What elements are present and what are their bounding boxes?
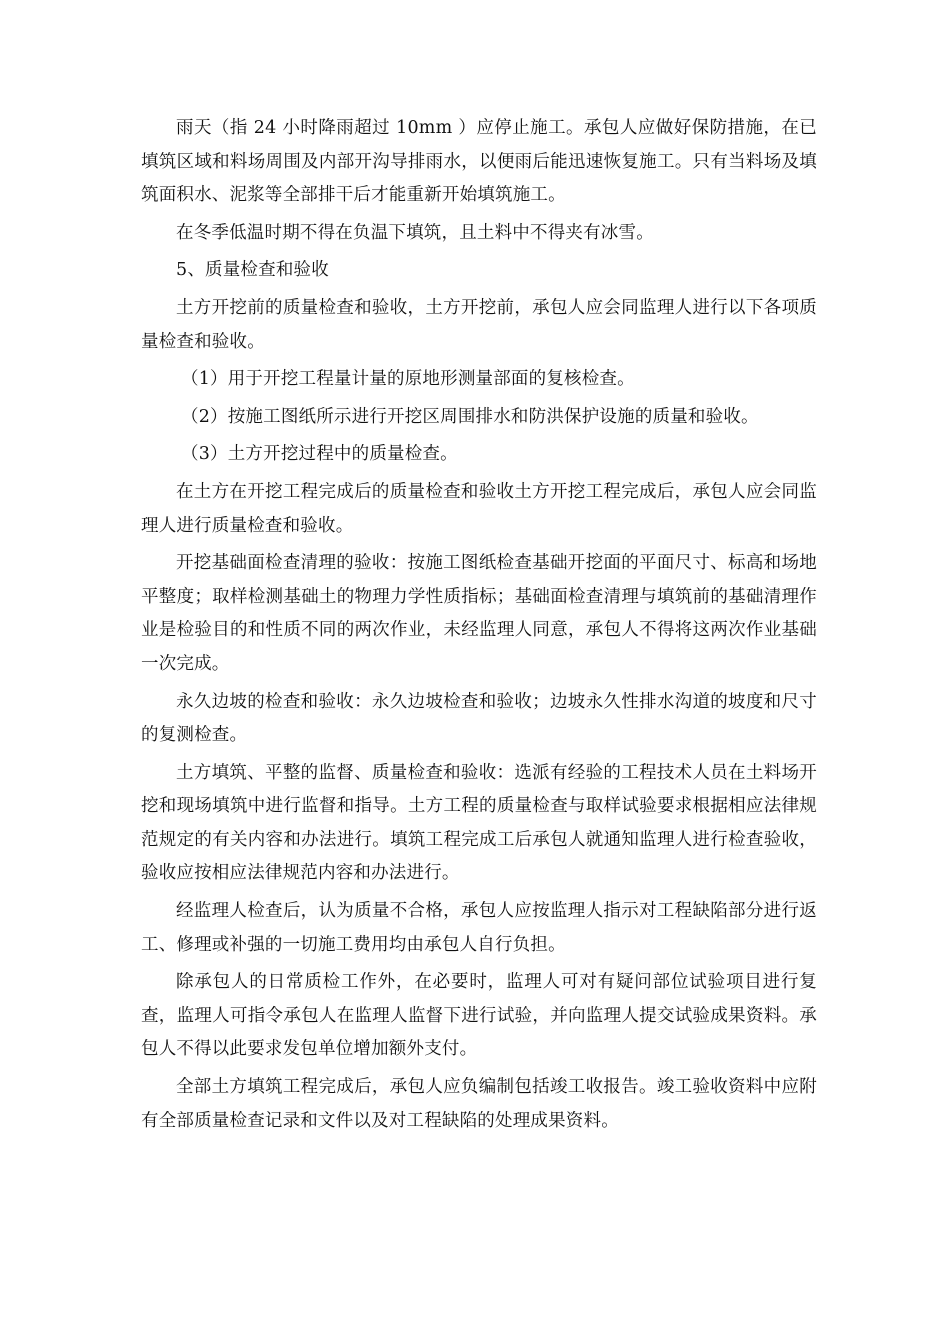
list-item-3: （3）土方开挖过程中的质量检查。 [181, 444, 458, 465]
paragraph-foundation-acceptance: 开挖基础面检查清理的验收：按施工图纸检查基础开挖面的平面尺寸、标高和场地平整度；取样检测基础土的物理力学性质指标；基础面检查清理与填筑前的基础清理作业是检验目的和性质不同的两次作业，未经监理人同意，承包人不得将这两次作业基础一次完成。 [141, 553, 817, 674]
section-heading-quality-inspection: 5、质量检查和验收 [176, 260, 329, 281]
document-body [141, 112, 817, 1142]
list-item-2: （2）按施工图纸所示进行开挖区周围排水和防洪保护设施的质量和验收。 [181, 406, 759, 427]
paragraph-permanent-slope: 永久边坡的检查和验收：永久边坡检查和验收；边坡永久性排水沟道的坡度和尺寸的复测检查。 [141, 691, 817, 746]
paragraph-completion-report: 全部土方填筑工程完成后，承包人应负编制包括竣工收报告。竣工验收资料中应附有全部质量检查记录和文件以及对工程缺陷的处理成果资料。 [141, 1077, 817, 1131]
paragraph-post-excavation-inspection: 在土方在开挖工程完成后的质量检查和验收土方开挖工程完成后，承包人应会同监理人进行质量检查和验收。 [141, 481, 817, 536]
list-item-1: （1）用于开挖工程量计量的原地形测量部面的复核检查。 [181, 369, 635, 390]
paragraph-unqualified-rework: 经监理人检查后，认为质量不合格，承包人应按监理人指示对工程缺陷部分进行返工、修理或补强的一切施工费用均由承包人自行负担。 [141, 901, 817, 955]
paragraph-pre-excavation-inspection: 土方开挖前的质量检查和验收，土方开挖前，承包人应会同监理人进行以下各项质量检查和验收。 [141, 297, 817, 352]
paragraph-filling-supervision: 土方填筑、平整的监督、质量检查和验收：选派有经验的工程技术人员在土料场开挖和现场填筑中进行监督和指导。土方工程的质量检查与取样试验要求根据相应法律规范规定的有关内容和办法进行。填筑工程完成工后承包人就通知监理人进行检查验收，验收应按相应法律规范内容和办法进行。 [141, 762, 817, 884]
paragraph-supervisor-retest: 除承包人的日常质检工作外，在必要时，监理人可对有疑问部位试验项目进行复查，监理人可指令承包人在监理人监督下进行试验，并向监理人提交试验成果资料。承包人不得以此要求发包单位增加额外支付。 [141, 972, 817, 1060]
paragraph-rain-stop-work: 雨天（指 24 小时降雨超过 10mm ）应停止施工。承包人应做好保防措施，在已填筑区域和料场周围及内部开沟导排雨水，以便雨后能迅速恢复施工。只有当料场及填筑面积水、泥浆等全部排干后才能重新开始填筑施工。 [141, 118, 817, 206]
paragraph-winter-filling: 在冬季低温时期不得在负温下填筑，且土料中不得夹有冰雪。 [176, 222, 654, 243]
